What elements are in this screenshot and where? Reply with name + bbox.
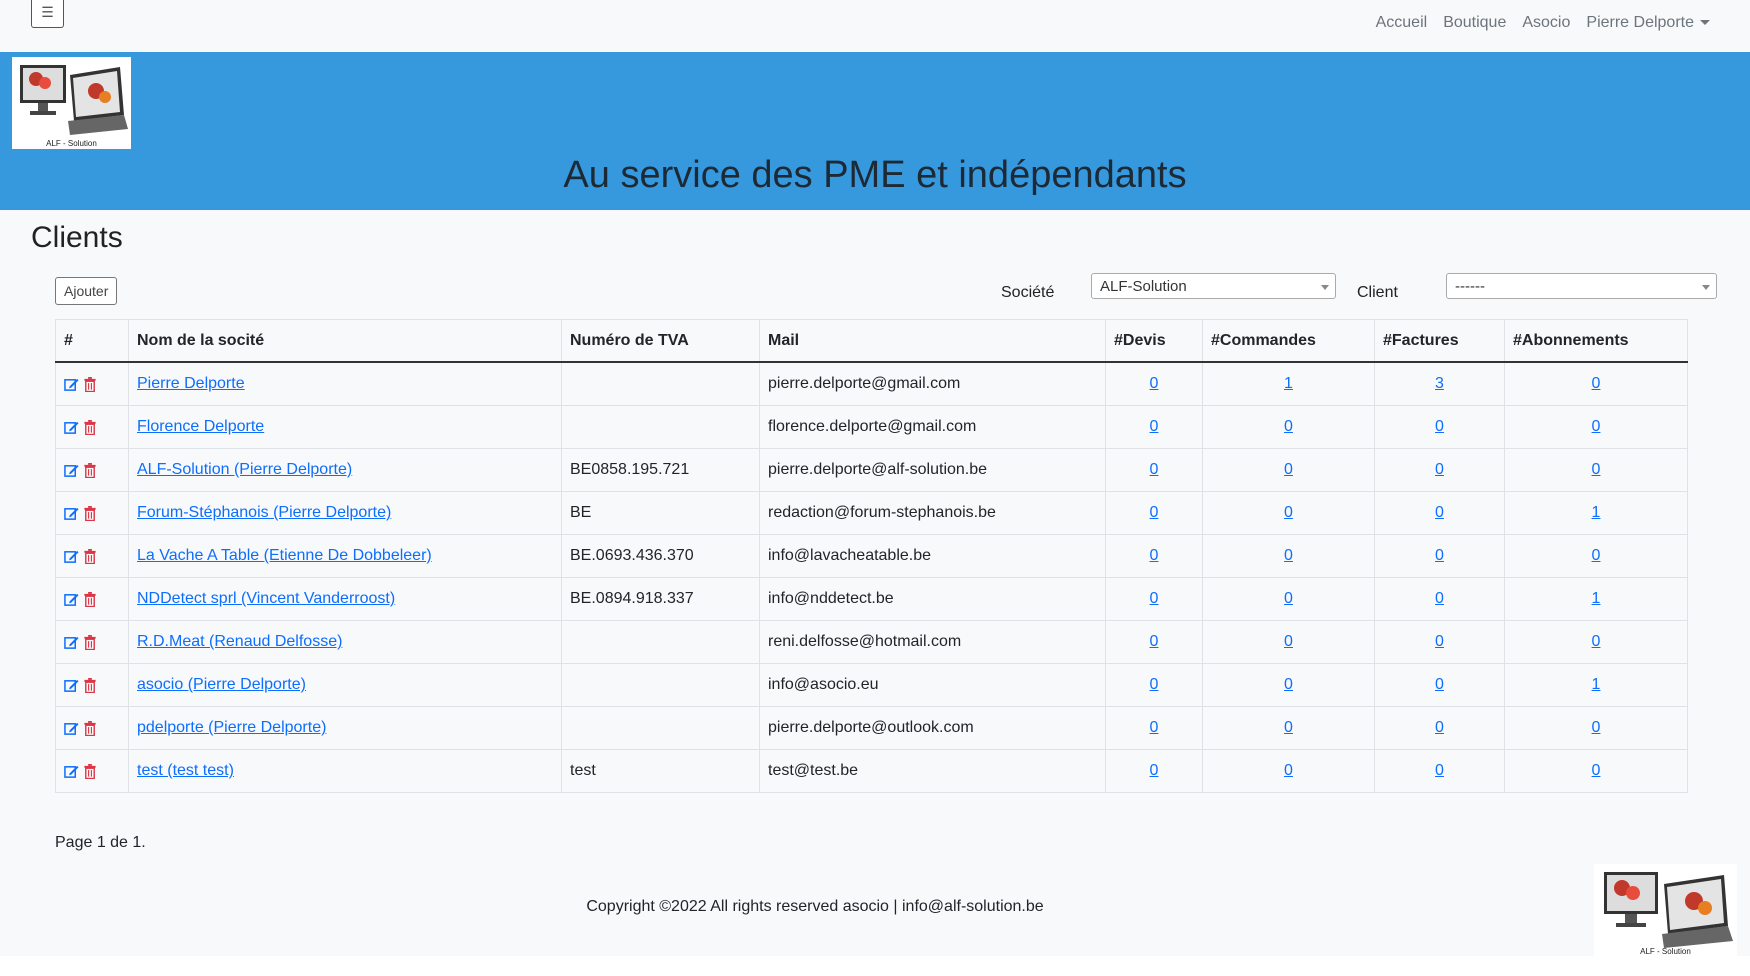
- tva-cell: [562, 707, 760, 750]
- factures-cell: [1375, 449, 1505, 492]
- client-name-cell: [129, 362, 562, 406]
- abonnements-count-link[interactable]: 1: [1591, 590, 1601, 607]
- menu-toggle-button[interactable]: ☰: [31, 0, 64, 28]
- commandes-count-link[interactable]: 1: [1284, 375, 1293, 392]
- client-name-cell: [129, 406, 562, 449]
- client-name-link[interactable]: Pierre Delporte: [137, 375, 245, 392]
- row-actions: [56, 449, 129, 492]
- abonnements-count-link[interactable]: 0: [1591, 719, 1601, 736]
- abonnements-cell: [1505, 362, 1688, 406]
- trash-icon[interactable]: [83, 592, 97, 607]
- devis-count-link[interactable]: 0: [1149, 719, 1159, 736]
- commandes-count-link[interactable]: 0: [1284, 461, 1293, 478]
- devis-cell: [1106, 449, 1203, 492]
- col-mail: Mail: [760, 320, 1106, 363]
- pagination-info: Page 1 de 1.: [55, 834, 146, 851]
- client-name-link[interactable]: Florence Delporte: [137, 418, 265, 435]
- computer-logo-icon: [1594, 864, 1737, 957]
- col-actions: #: [56, 320, 129, 363]
- nav-link-asocio[interactable]: Asocio: [1522, 14, 1571, 31]
- table-row: [56, 492, 1688, 535]
- abonnements-count-link[interactable]: 0: [1591, 461, 1601, 478]
- factures-cell: [1375, 621, 1505, 664]
- mail-cell: reni.delfosse@hotmail.com: [760, 621, 1106, 664]
- footer-logo: [1594, 864, 1737, 957]
- top-navbar: [0, 0, 1750, 52]
- edit-icon[interactable]: [64, 377, 79, 392]
- factures-count-link[interactable]: 0: [1435, 461, 1444, 478]
- logo-caption: ALF - Solution: [1640, 947, 1691, 956]
- devis-cell: [1106, 362, 1203, 406]
- factures-cell: [1375, 707, 1505, 750]
- factures-cell: [1375, 664, 1505, 707]
- devis-cell: [1106, 621, 1203, 664]
- table-row: [56, 535, 1688, 578]
- commandes-cell: [1203, 621, 1375, 664]
- tva-cell: [562, 621, 760, 664]
- client-name-cell: [129, 535, 562, 578]
- mail-cell: redaction@forum-stephanois.be: [760, 492, 1106, 535]
- trash-icon[interactable]: [83, 549, 97, 564]
- table-header-row: [56, 320, 1688, 363]
- devis-cell: [1106, 578, 1203, 621]
- table-row: [56, 750, 1688, 793]
- row-actions: [56, 406, 129, 449]
- factures-cell: [1375, 406, 1505, 449]
- commandes-cell: [1203, 449, 1375, 492]
- factures-count-link[interactable]: 0: [1435, 719, 1444, 736]
- col-factures: #Factures: [1375, 320, 1505, 363]
- client-select[interactable]: [1446, 273, 1717, 299]
- abonnements-cell: [1505, 578, 1688, 621]
- devis-count-link[interactable]: 0: [1149, 547, 1159, 564]
- client-name-link[interactable]: pdelporte (Pierre Delporte): [137, 719, 327, 736]
- client-label: Client: [1357, 284, 1398, 301]
- client-name-cell: [129, 750, 562, 793]
- commandes-cell: [1203, 664, 1375, 707]
- commandes-count-link[interactable]: 0: [1284, 676, 1293, 693]
- devis-cell: [1106, 750, 1203, 793]
- tva-cell: BE.0693.436.370: [562, 535, 760, 578]
- client-name-link[interactable]: ALF-Solution (Pierre Delporte): [137, 461, 353, 478]
- company-logo[interactable]: [12, 57, 131, 149]
- commandes-count-link[interactable]: 0: [1284, 504, 1293, 521]
- client-name-link[interactable]: test (test test): [137, 762, 234, 779]
- commandes-count-link[interactable]: 0: [1284, 590, 1293, 607]
- trash-icon[interactable]: [83, 721, 97, 736]
- devis-cell: [1106, 535, 1203, 578]
- factures-count-link[interactable]: 0: [1435, 590, 1444, 607]
- tva-cell: [562, 664, 760, 707]
- devis-cell: [1106, 406, 1203, 449]
- trash-icon[interactable]: [83, 678, 97, 693]
- banner-title: Au service des PME et indépendants: [563, 154, 1187, 196]
- factures-cell: [1375, 535, 1505, 578]
- devis-count-link[interactable]: 0: [1149, 375, 1159, 392]
- commandes-cell: [1203, 492, 1375, 535]
- table-row: [56, 621, 1688, 664]
- devis-count-link[interactable]: 0: [1149, 676, 1159, 693]
- chevron-down-icon: [1700, 20, 1710, 25]
- table-row: [56, 406, 1688, 449]
- table-row: [56, 449, 1688, 492]
- col-devis: #Devis: [1106, 320, 1203, 363]
- abonnements-count-link[interactable]: 0: [1591, 418, 1601, 435]
- table-body: [56, 362, 1688, 793]
- logo-caption: ALF - Solution: [46, 139, 97, 148]
- add-client-button[interactable]: Ajouter: [55, 277, 117, 305]
- chevron-down-icon: [1321, 285, 1329, 290]
- factures-count-link[interactable]: 0: [1435, 633, 1444, 650]
- row-actions: [56, 578, 129, 621]
- commandes-cell: [1203, 406, 1375, 449]
- edit-icon[interactable]: [64, 678, 79, 693]
- devis-cell: [1106, 492, 1203, 535]
- trash-icon[interactable]: [83, 764, 97, 779]
- factures-cell: [1375, 578, 1505, 621]
- table-row: [56, 664, 1688, 707]
- row-actions: [56, 750, 129, 793]
- factures-cell: [1375, 362, 1505, 406]
- col-tva: Numéro de TVA: [562, 320, 760, 363]
- societe-label: Société: [1001, 284, 1055, 301]
- chevron-down-icon: [1702, 285, 1710, 290]
- tva-cell: BE.0894.918.337: [562, 578, 760, 621]
- commandes-count-link[interactable]: 0: [1284, 633, 1293, 650]
- devis-cell: [1106, 664, 1203, 707]
- client-name-link[interactable]: NDDetect sprl (Vincent Vanderroost): [137, 590, 396, 607]
- client-name-link[interactable]: Forum-Stéphanois (Pierre Delporte): [137, 504, 392, 521]
- mail-cell: test@test.be: [760, 750, 1106, 793]
- edit-icon[interactable]: [64, 463, 79, 478]
- societe-selected-value: ALF-Solution: [1100, 278, 1187, 295]
- devis-count-link[interactable]: 0: [1149, 418, 1159, 435]
- col-abonnements: #Abonnements: [1505, 320, 1688, 363]
- edit-icon[interactable]: [64, 721, 79, 736]
- client-name-cell: [129, 492, 562, 535]
- edit-icon[interactable]: [64, 549, 79, 564]
- tva-cell: BE0858.195.721: [562, 449, 760, 492]
- abonnements-count-link[interactable]: 0: [1591, 633, 1601, 650]
- page-title: Clients: [31, 221, 123, 254]
- factures-cell: [1375, 750, 1505, 793]
- tva-cell: test: [562, 750, 760, 793]
- nav-link-accueil[interactable]: Accueil: [1375, 14, 1428, 31]
- user-menu-dropdown[interactable]: [1586, 14, 1710, 32]
- commandes-count-link[interactable]: 0: [1284, 719, 1293, 736]
- commandes-count-link[interactable]: 0: [1284, 547, 1293, 564]
- bottom-strip: [0, 956, 1750, 976]
- row-actions: [56, 492, 129, 535]
- edit-icon[interactable]: [64, 635, 79, 650]
- abonnements-cell: [1505, 406, 1688, 449]
- row-actions: [56, 664, 129, 707]
- devis-count-link[interactable]: 0: [1149, 590, 1159, 607]
- client-name-cell: [129, 664, 562, 707]
- commandes-cell: [1203, 578, 1375, 621]
- abonnements-cell: [1505, 492, 1688, 535]
- row-actions: [56, 621, 129, 664]
- mail-cell: pierre.delporte@outlook.com: [760, 707, 1106, 750]
- devis-count-link[interactable]: 0: [1149, 504, 1159, 521]
- factures-count-link[interactable]: 0: [1435, 676, 1444, 693]
- trash-icon[interactable]: [83, 377, 97, 392]
- trash-icon[interactable]: [83, 420, 97, 435]
- table-row: [56, 362, 1688, 406]
- devis-cell: [1106, 707, 1203, 750]
- tva-cell: [562, 362, 760, 406]
- col-commandes: #Commandes: [1203, 320, 1375, 363]
- client-name-cell: [129, 621, 562, 664]
- edit-icon[interactable]: [64, 592, 79, 607]
- row-actions: [56, 707, 129, 750]
- edit-icon[interactable]: [64, 764, 79, 779]
- abonnements-cell: [1505, 449, 1688, 492]
- computer-logo-icon: [12, 57, 131, 149]
- devis-count-link[interactable]: 0: [1149, 633, 1159, 650]
- clients-table: [55, 319, 1688, 793]
- tva-cell: [562, 406, 760, 449]
- header-banner: [0, 52, 1750, 210]
- commandes-cell: [1203, 707, 1375, 750]
- factures-cell: [1375, 492, 1505, 535]
- commandes-count-link[interactable]: 0: [1284, 418, 1293, 435]
- abonnements-count-link[interactable]: 0: [1591, 762, 1601, 779]
- client-name-cell: [129, 449, 562, 492]
- trash-icon[interactable]: [83, 635, 97, 650]
- commandes-cell: [1203, 362, 1375, 406]
- row-actions: [56, 362, 129, 406]
- abonnements-cell: [1505, 750, 1688, 793]
- client-name-link[interactable]: R.D.Meat (Renaud Delfosse): [137, 633, 343, 650]
- mail-cell: info@lavacheatable.be: [760, 535, 1106, 578]
- abonnements-cell: [1505, 664, 1688, 707]
- societe-select[interactable]: [1091, 273, 1336, 299]
- mail-cell: florence.delporte@gmail.com: [760, 406, 1106, 449]
- abonnements-cell: [1505, 621, 1688, 664]
- abonnements-count-link[interactable]: 0: [1591, 547, 1601, 564]
- edit-icon[interactable]: [64, 506, 79, 521]
- tva-cell: BE: [562, 492, 760, 535]
- edit-icon[interactable]: [64, 420, 79, 435]
- trash-icon[interactable]: [83, 463, 97, 478]
- commandes-cell: [1203, 535, 1375, 578]
- commandes-cell: [1203, 750, 1375, 793]
- table-row: [56, 578, 1688, 621]
- factures-count-link[interactable]: 0: [1435, 418, 1444, 435]
- nav-link-boutique[interactable]: Boutique: [1443, 14, 1507, 31]
- client-name-link[interactable]: asocio (Pierre Delporte): [137, 676, 306, 693]
- devis-count-link[interactable]: 0: [1149, 762, 1159, 779]
- footer-copyright: Copyright ©2022 All rights reserved asocio | info@alf-solution.be: [586, 898, 1044, 915]
- abonnements-count-link[interactable]: 1: [1591, 676, 1601, 693]
- abonnements-count-link[interactable]: 0: [1591, 375, 1601, 392]
- factures-count-link[interactable]: 0: [1435, 504, 1444, 521]
- mail-cell: info@nddetect.be: [760, 578, 1106, 621]
- col-name: Nom de la socité: [129, 320, 562, 363]
- client-name-cell: [129, 578, 562, 621]
- client-name-link[interactable]: La Vache A Table (Etienne De Dobbeleer): [137, 547, 432, 564]
- trash-icon[interactable]: [83, 506, 97, 521]
- mail-cell: info@asocio.eu: [760, 664, 1106, 707]
- abonnements-count-link[interactable]: 1: [1591, 504, 1601, 521]
- row-actions: [56, 535, 129, 578]
- user-name: Pierre Delporte: [1586, 14, 1694, 31]
- commandes-count-link[interactable]: 0: [1284, 762, 1293, 779]
- main-nav: [1376, 14, 1710, 32]
- client-name-cell: [129, 707, 562, 750]
- mail-cell: pierre.delporte@gmail.com: [760, 362, 1106, 406]
- factures-count-link[interactable]: 0: [1435, 762, 1444, 779]
- mail-cell: pierre.delporte@alf-solution.be: [760, 449, 1106, 492]
- abonnements-cell: [1505, 535, 1688, 578]
- factures-count-link[interactable]: 0: [1435, 547, 1444, 564]
- table-row: [56, 707, 1688, 750]
- abonnements-cell: [1505, 707, 1688, 750]
- factures-count-link[interactable]: 3: [1435, 375, 1444, 392]
- devis-count-link[interactable]: 0: [1149, 461, 1159, 478]
- client-selected-value: ------: [1455, 278, 1485, 295]
